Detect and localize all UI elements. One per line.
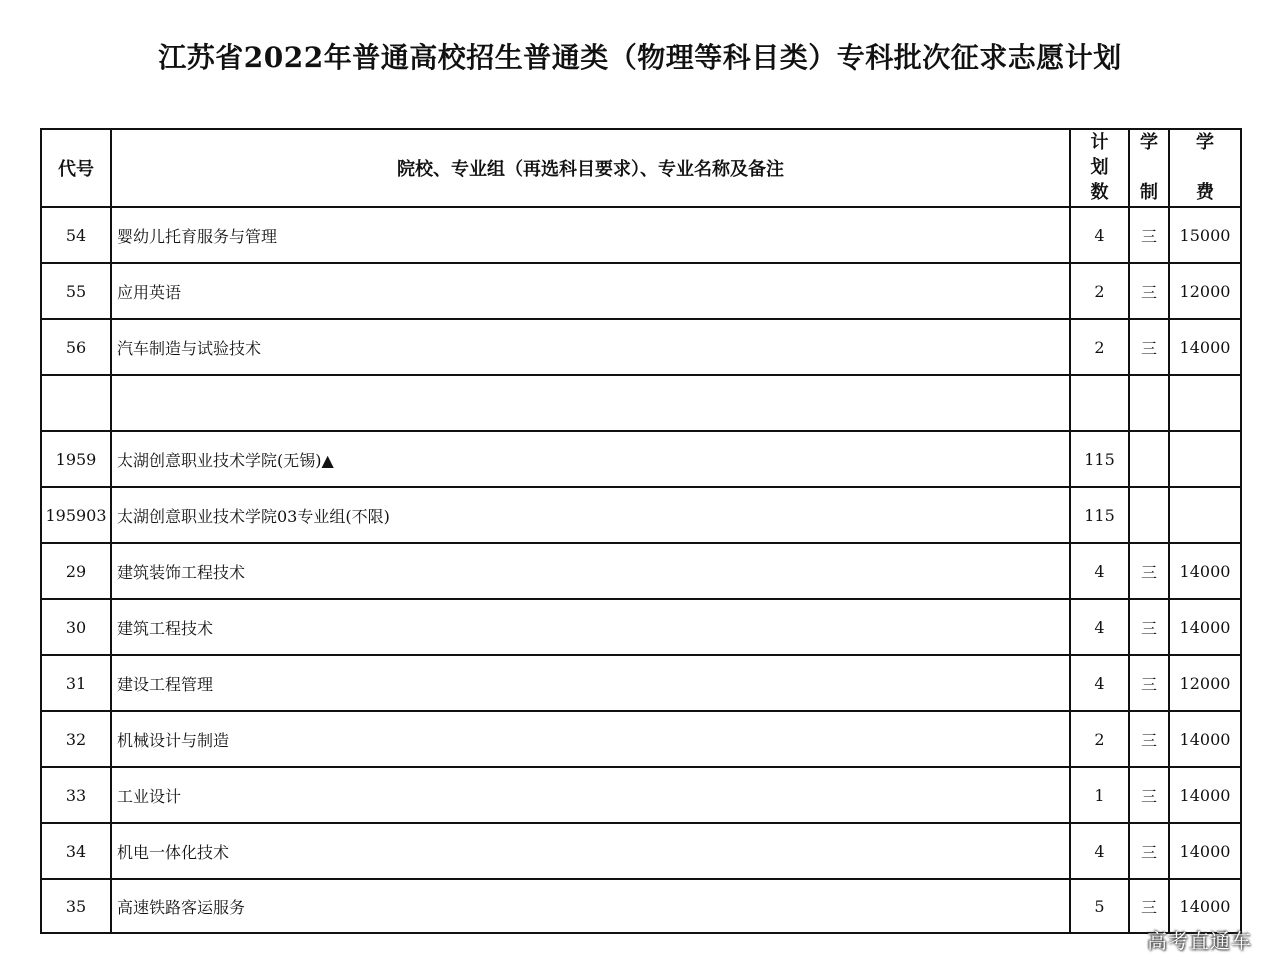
cell-count: 2 [1070, 319, 1129, 375]
cell-name: 机电一体化技术 [111, 823, 1070, 879]
header-name: 院校、专业组（再选科目要求）、专业名称及备注 [111, 129, 1070, 207]
cell-fee: 14000 [1169, 599, 1241, 655]
cell-duration [1129, 431, 1169, 487]
cell-duration [1129, 487, 1169, 543]
table-row [41, 543, 1241, 599]
cell-name: 建设工程管理 [111, 655, 1070, 711]
cell-fee: 12000 [1169, 263, 1241, 319]
table-row-school [41, 431, 1241, 487]
cell-duration: 三 [1129, 655, 1169, 711]
cell-duration: 三 [1129, 599, 1169, 655]
cell-fee: 15000 [1169, 207, 1241, 263]
cell-fee [1169, 431, 1241, 487]
header-count-char-3: 数 [1090, 182, 1109, 203]
table-row-empty [41, 375, 1241, 431]
cell-code: 33 [41, 767, 111, 823]
cell-code: 32 [41, 711, 111, 767]
header-code: 代号 [41, 129, 111, 207]
cell-code: 34 [41, 823, 111, 879]
header-count [1070, 129, 1129, 207]
cell-count: 1 [1070, 767, 1129, 823]
cell-duration: 三 [1129, 319, 1169, 375]
cell-code: 195903 [41, 487, 111, 543]
cell-duration [1129, 375, 1169, 431]
table-header-row [41, 129, 1241, 207]
cell-fee [1169, 375, 1241, 431]
cell-code [41, 375, 111, 431]
watermark-text: 高考直通车 [1147, 929, 1252, 953]
cell-fee: 14000 [1169, 767, 1241, 823]
cell-code: 56 [41, 319, 111, 375]
cell-duration: 三 [1129, 543, 1169, 599]
cell-name: 建筑装饰工程技术 [111, 543, 1070, 599]
header-count-char-1: 计 [1090, 132, 1109, 153]
cell-code: 54 [41, 207, 111, 263]
cell-count: 2 [1070, 711, 1129, 767]
cell-fee: 14000 [1169, 823, 1241, 879]
cell-name [111, 375, 1070, 431]
cell-fee: 12000 [1169, 655, 1241, 711]
cell-name: 应用英语 [111, 263, 1070, 319]
table-row [41, 711, 1241, 767]
header-count-char-2: 划 [1090, 157, 1109, 178]
cell-code: 35 [41, 879, 111, 933]
cell-duration: 三 [1129, 711, 1169, 767]
cell-name: 婴幼儿托育服务与管理 [111, 207, 1070, 263]
table-row [41, 263, 1241, 319]
table-row [41, 823, 1241, 879]
cell-count [1070, 375, 1129, 431]
table-row [41, 207, 1241, 263]
cell-fee [1169, 487, 1241, 543]
header-duration-char-2: 制 [1140, 182, 1158, 203]
header-duration [1129, 129, 1169, 207]
cell-duration: 三 [1129, 767, 1169, 823]
cell-name: 高速铁路客运服务 [111, 879, 1070, 933]
cell-fee: 14000 [1169, 711, 1241, 767]
cell-count: 4 [1070, 543, 1129, 599]
table-row-group [41, 487, 1241, 543]
cell-count: 4 [1070, 207, 1129, 263]
cell-name: 太湖创意职业技术学院03专业组(不限) [111, 487, 1070, 543]
cell-duration: 三 [1129, 263, 1169, 319]
table-row [41, 767, 1241, 823]
table-row [41, 655, 1241, 711]
table-row [41, 879, 1241, 933]
table-row [41, 599, 1241, 655]
cell-name: 工业设计 [111, 767, 1070, 823]
cell-code: 1959 [41, 431, 111, 487]
header-fee [1169, 129, 1241, 207]
table-row [41, 319, 1241, 375]
cell-count: 4 [1070, 599, 1129, 655]
cell-count: 5 [1070, 879, 1129, 933]
cell-count: 4 [1070, 655, 1129, 711]
cell-code: 55 [41, 263, 111, 319]
cell-code: 31 [41, 655, 111, 711]
cell-count: 115 [1070, 487, 1129, 543]
cell-count: 115 [1070, 431, 1129, 487]
enrollment-plan-table [40, 128, 1242, 934]
cell-count: 2 [1070, 263, 1129, 319]
cell-fee: 14000 [1169, 543, 1241, 599]
cell-count: 4 [1070, 823, 1129, 879]
cell-code: 29 [41, 543, 111, 599]
cell-duration: 三 [1129, 879, 1169, 933]
cell-fee: 14000 [1169, 319, 1241, 375]
page-title: 江苏省2022年普通高校招生普通类（物理等科目类）专科批次征求志愿计划 [158, 41, 1122, 74]
header-duration-char-1: 学 [1140, 132, 1158, 153]
cell-duration: 三 [1129, 823, 1169, 879]
cell-name: 汽车制造与试验技术 [111, 319, 1070, 375]
cell-name: 太湖创意职业技术学院(无锡)▲ [111, 431, 1070, 487]
cell-duration: 三 [1129, 207, 1169, 263]
cell-name: 机械设计与制造 [111, 711, 1070, 767]
header-fee-char-1: 学 [1196, 132, 1214, 153]
cell-code: 30 [41, 599, 111, 655]
cell-fee: 14000 [1169, 879, 1241, 933]
header-fee-char-2: 费 [1196, 182, 1214, 203]
cell-name: 建筑工程技术 [111, 599, 1070, 655]
